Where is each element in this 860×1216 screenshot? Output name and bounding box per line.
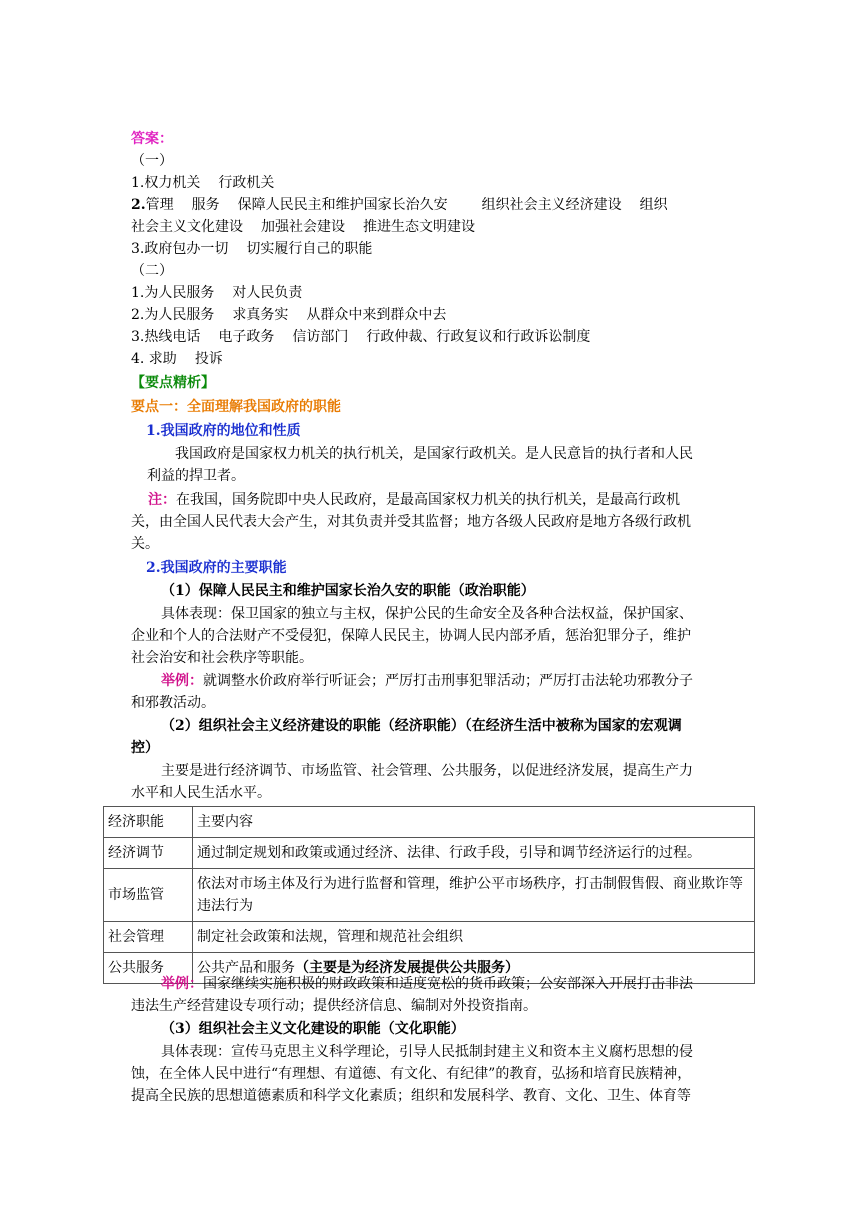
- answers-heading: 答案：: [131, 131, 173, 147]
- function-3-line-3: 提高全民族的思想道德素质和科学文化素质；组织和发展科学、教育、文化、卫生、体育等: [131, 1088, 691, 1104]
- function-3-title: （3）组织社会主义文化建设的职能（文化职能）: [161, 1021, 465, 1037]
- answers-part1: （一）: [131, 153, 173, 169]
- answer-line-3: 3.政府包办一切 切实履行自己的职能: [131, 241, 373, 257]
- table-header-cell: 主要内容: [193, 807, 755, 838]
- section-2-title: 2.我国政府的主要职能: [146, 560, 287, 576]
- answer-line-2: 2.管理 服务 保障人民民主和维护国家长治久安 组织社会主义经济建设 组织: [131, 197, 668, 213]
- table-cell: 公共服务: [104, 953, 193, 984]
- note-line-1: 注：在我国，国务院即中央人民政府，是最高国家权力机关的执行机关，是最高行政机: [148, 492, 680, 508]
- table-cell: 市场监管: [104, 869, 193, 922]
- table-cell: 依法对市场主体及行为进行监督和管理，维护公平市场秩序，打击制假售假、商业欺诈等违法行为: [193, 869, 755, 922]
- function-1-title: （1）保障人民民主和维护国家长治久安的职能（政治职能）: [161, 583, 535, 599]
- table-cell: 制定社会政策和法规，管理和规范社会组织: [193, 922, 755, 953]
- section-1-para-cont: 利益的捍卫者。: [147, 468, 245, 484]
- function-3-line-1: 具体表现：宣传马克思主义科学理论，引导人民抵制封建主义和资本主义腐朽思想的侵: [161, 1044, 693, 1060]
- economic-functions-table: [103, 806, 755, 984]
- table-cell: 通过制定规划和政策或通过经济、法律、行政手段，引导和调节经济运行的过程。: [193, 838, 755, 869]
- answer-line-1: 1.权力机关 行政机关: [131, 175, 275, 191]
- table-cell: 经济调节: [104, 838, 193, 869]
- answer-b-line-1: 1.为人民服务 对人民负责: [131, 285, 303, 301]
- table-row: [104, 922, 755, 953]
- table-cell: 公共产品和服务（主要是为经济发展提供公共服务）: [193, 953, 755, 984]
- answer-b-line-4: 4. 求助 投诉: [131, 351, 223, 367]
- section-1-para: 我国政府是国家权力机关的执行机关，是国家行政机关。是人民意旨的执行者和人民: [175, 446, 693, 462]
- function-2-example-cont: 违法生产经营建设专项行动；提供经济信息、编制对外投资指南。: [131, 998, 537, 1014]
- function-2-example: 举例：国家继续实施积极的财政政策和适度宽松的货币政策；公安部深入开展打击非法: [161, 976, 693, 992]
- table-row: [104, 807, 755, 838]
- answer-b-line-3: 3.热线电话 电子政务 信访部门 行政仲裁、行政复议和行政诉讼制度: [131, 329, 591, 345]
- function-2-line-2: 水平和人民生活水平。: [131, 785, 271, 801]
- function-3-line-2: 蚀，在全体人民中进行“有理想、有道德、有文化、有纪律”的教育，弘扬和培育民族精神，: [131, 1066, 692, 1082]
- answer-b-line-2: 2.为人民服务 求真务实 从群众中来到群众中去: [131, 307, 447, 323]
- table-row: [104, 869, 755, 922]
- function-1-line-3: 社会治安和社会秩序等职能。: [131, 650, 313, 666]
- function-1-line-1: 具体表现：保卫国家的独立与主权，保护公民的生命安全及各种合法权益，保护国家、: [161, 606, 693, 622]
- function-1-example: 举例：就调整水价政府举行听证会；严厉打击刑事犯罪活动；严厉打击法轮功邪教分子: [161, 673, 693, 689]
- function-2-title-cont: 控）: [131, 740, 159, 756]
- section-1-title: 1.我国政府的地位和性质: [146, 423, 301, 439]
- table-cell: 社会管理: [104, 922, 193, 953]
- function-1-example-cont: 和邪教活动。: [131, 695, 215, 711]
- answer-line-2-cont: 社会主义文化建设 加强社会建设 推进生态文明建设: [131, 219, 475, 235]
- function-1-line-2: 企业和个人的合法财产不受侵犯，保障人民民主，协调人民内部矛盾，惩治犯罪分子，维护: [131, 628, 691, 644]
- answers-part2: （二）: [131, 263, 173, 279]
- note-line-2: 关，由全国人民代表大会产生，对其负责并受其监督；地方各级人民政府是地方各级行政机: [131, 514, 691, 530]
- point-one-title: 要点一：全面理解我国政府的职能: [131, 399, 341, 415]
- function-2-title: （2）组织社会主义经济建设的职能（经济职能）（在经济生活中被称为国家的宏观调: [161, 718, 682, 734]
- table-header-cell: 经济职能: [104, 807, 193, 838]
- table-row: [104, 838, 755, 869]
- note-line-3: 关。: [131, 536, 159, 552]
- function-2-line-1: 主要是进行经济调节、市场监管、社会管理、公共服务，以促进经济发展，提高生产力: [161, 763, 693, 779]
- analysis-heading: 【要点精析】: [131, 375, 215, 391]
